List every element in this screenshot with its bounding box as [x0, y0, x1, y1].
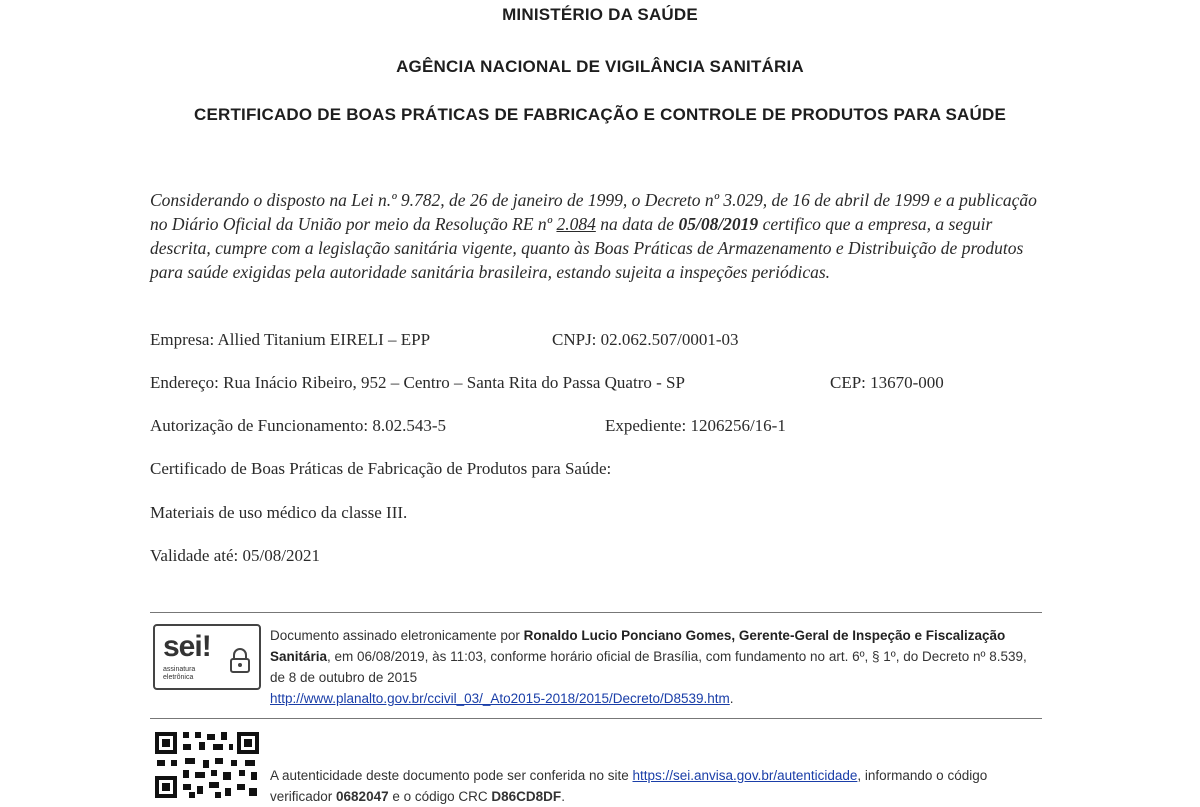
sei-subtitle-2: eletrônica	[163, 674, 194, 681]
sei-logo: sei!	[163, 630, 211, 663]
divider	[150, 612, 1042, 613]
authorization-field: Autorização de Funcionamento: 8.02.543-5	[150, 416, 447, 435]
auth-text-2: , informando o código verificador	[270, 768, 988, 804]
intro-text-2: na data de	[595, 214, 679, 234]
agency-title: AGÊNCIA NACIONAL DE VIGILÂNCIA SANITÁRIA	[396, 57, 804, 76]
divider	[150, 718, 1042, 719]
signature-text	[270, 625, 1045, 709]
auth-text-3: e o código CRC	[388, 789, 492, 804]
intro-text-3: certifico que a empresa, a seguir descrita, cumpre com a legislação sanitária vigente, quanto às Boas Práticas de Armazenamento e Distribuição de produtos para saúde exigidas pela autoridade sanitária brasileira, estando sujeita a inspeções periódicas.	[150, 214, 1024, 282]
auth-text-4: .	[561, 789, 565, 804]
materials-field: Materiais de uso médico da classe III.	[150, 503, 408, 522]
qr-code-icon	[153, 730, 261, 800]
lock-icon	[229, 648, 251, 674]
sei-subtitle-1: assinatura	[163, 666, 196, 673]
company-field: Empresa: Allied Titanium EIRELI – EPP	[150, 330, 431, 349]
signature-text-1: Documento assinado eletronicamente por	[270, 628, 524, 643]
sei-signature-seal	[153, 624, 261, 690]
signature-text-2: , em 06/08/2019, às 11:03, conforme horário oficial de Brasília, com fundamento no art. 6º, § 1º, do Decreto nº 8.539, de 8 de outubro de 2015	[270, 649, 1027, 685]
certificate-title: CERTIFICADO DE BOAS PRÁTICAS DE FABRICAÇÃO E CONTROLE DE PRODUTOS PARA SAÚDE	[193, 105, 1007, 124]
signer-name: Ronaldo Lucio Ponciano Gomes, Gerente-Geral de Inspeção e Fiscalização Sanitária	[270, 628, 1006, 664]
authenticity-text	[270, 765, 1045, 807]
verification-code: 0682047	[336, 789, 389, 804]
ministry-title: MINISTÉRIO DA SAÚDE	[502, 5, 698, 24]
validity-field: Validade até: 05/08/2021	[150, 546, 320, 565]
auth-text-1: A autenticidade deste documento pode ser conferida no site	[270, 768, 633, 783]
intro-paragraph	[150, 188, 1050, 284]
cnpj-field: CNPJ: 02.062.507/0001-03	[552, 330, 739, 349]
resolution-number: 2.084	[556, 214, 596, 234]
decree-link[interactable]: http://www.planalto.gov.br/ccivil_03/_Ato2015-2018/2015/Decreto/D8539.htm	[270, 691, 730, 706]
authenticity-link[interactable]: https://sei.anvisa.gov.br/autenticidade	[632, 768, 858, 783]
expediente-field: Expediente: 1206256/16-1	[605, 416, 786, 435]
address-field: Endereço: Rua Inácio Ribeiro, 952 – Centro – Santa Rita do Passa Quatro - SP	[150, 373, 685, 392]
cep-field: CEP: 13670-000	[830, 373, 944, 392]
intro-text-1: Considerando o disposto na Lei n.º 9.782, de 26 de janeiro de 1999, o Decreto nº 3.029, de 16 de abril de 1999 e a publicação no Diário Oficial da União por meio da Resolução RE nº	[150, 190, 1037, 234]
certificate-type: Certificado de Boas Práticas de Fabricação de Produtos para Saúde:	[150, 459, 612, 478]
crc-code: D86CD8DF	[491, 789, 562, 804]
resolution-date: 05/08/2019	[678, 214, 759, 234]
sei-subtitle	[163, 666, 195, 682]
signature-link-suffix: .	[729, 691, 734, 706]
